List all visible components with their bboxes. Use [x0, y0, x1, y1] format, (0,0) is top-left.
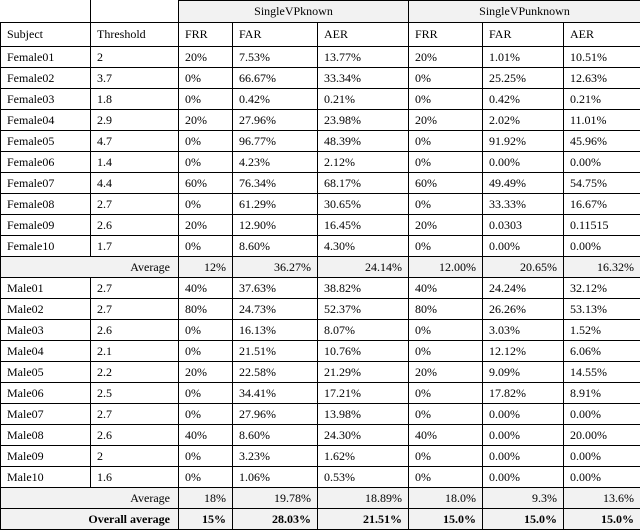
table-cell: 0.21%: [318, 89, 409, 110]
table-cell: 49.49%: [483, 173, 564, 194]
table-cell: 33.33%: [483, 194, 564, 215]
table-cell: 20%: [179, 362, 233, 383]
subject-cell: Male01: [1, 278, 91, 299]
subject-cell: Female01: [1, 47, 91, 68]
subject-cell: Male07: [1, 404, 91, 425]
col-header-far: FAR: [233, 23, 318, 47]
subject-cell: Female07: [1, 173, 91, 194]
table-cell: 12.63%: [564, 68, 640, 89]
table-cell: 13.98%: [318, 404, 409, 425]
table-cell: 1.62%: [318, 446, 409, 467]
table-cell: 8.07%: [318, 320, 409, 341]
table-cell: 9.3%: [483, 488, 564, 509]
col-header-far: FAR: [483, 23, 564, 47]
table-cell: 0.42%: [483, 89, 564, 110]
subject-cell: Female06: [1, 152, 91, 173]
table-cell: 0%: [179, 194, 233, 215]
table-row: [1, 341, 640, 362]
table-row: [1, 383, 640, 404]
table-cell: 27.96%: [233, 110, 318, 131]
subject-cell: Male04: [1, 341, 91, 362]
table-cell: 40%: [409, 425, 483, 446]
threshold-cell: 2.7: [91, 278, 179, 299]
threshold-cell: 1.8: [91, 89, 179, 110]
table-cell: 17.21%: [318, 383, 409, 404]
table-cell: 96.77%: [233, 131, 318, 152]
table-cell: 2.12%: [318, 152, 409, 173]
table-cell: 0.00%: [483, 152, 564, 173]
table-cell: 0.00%: [564, 152, 640, 173]
table-cell: 21.29%: [318, 362, 409, 383]
overall-average-row: [1, 509, 640, 530]
subject-cell: Male06: [1, 383, 91, 404]
table-cell: 45.96%: [564, 131, 640, 152]
threshold-cell: 2: [91, 446, 179, 467]
table-cell: 26.26%: [483, 299, 564, 320]
table-cell: 40%: [179, 425, 233, 446]
table-cell: 12.00%: [409, 257, 483, 278]
table-row: [1, 278, 640, 299]
table-cell: 19.78%: [233, 488, 318, 509]
table-cell: 60%: [179, 173, 233, 194]
table-cell: 91.92%: [483, 131, 564, 152]
subject-cell: Male03: [1, 320, 91, 341]
table-cell: 24.24%: [483, 278, 564, 299]
threshold-cell: 3.7: [91, 68, 179, 89]
threshold-cell: 2.7: [91, 194, 179, 215]
table-cell: 20.65%: [483, 257, 564, 278]
table-cell: 0%: [409, 68, 483, 89]
table-cell: 80%: [179, 299, 233, 320]
table-cell: 52.37%: [318, 299, 409, 320]
table-cell: 33.34%: [318, 68, 409, 89]
table-cell: 37.63%: [233, 278, 318, 299]
table-cell: 0%: [179, 446, 233, 467]
threshold-cell: 1.4: [91, 152, 179, 173]
table-cell: 3.23%: [233, 446, 318, 467]
table-cell: 11.01%: [564, 110, 640, 131]
table-cell: 17.82%: [483, 383, 564, 404]
threshold-cell: 2.6: [91, 320, 179, 341]
subject-cell: Female04: [1, 110, 91, 131]
table-cell: 12.90%: [233, 215, 318, 236]
subject-cell: Female03: [1, 89, 91, 110]
overall-average-label: Overall average: [1, 509, 179, 530]
female-section: [1, 47, 640, 257]
table-row: [1, 362, 640, 383]
table-cell: 14.55%: [564, 362, 640, 383]
table-cell: 68.17%: [318, 173, 409, 194]
table-row: [1, 299, 640, 320]
female-average-row: [1, 257, 640, 278]
table-row: [1, 404, 640, 425]
table-cell: 40%: [179, 278, 233, 299]
table-cell: 0.00%: [483, 236, 564, 257]
table-row: [1, 68, 640, 89]
table-cell: 53.13%: [564, 299, 640, 320]
threshold-cell: 2.6: [91, 215, 179, 236]
table-cell: 32.12%: [564, 278, 640, 299]
table-cell: 0.00%: [564, 467, 640, 488]
table-cell: 38.82%: [318, 278, 409, 299]
subject-cell: Female08: [1, 194, 91, 215]
table-cell: 0%: [179, 131, 233, 152]
table-cell: 2.02%: [483, 110, 564, 131]
subject-cell: Male10: [1, 467, 91, 488]
table-cell: 16.13%: [233, 320, 318, 341]
table-cell: 20%: [409, 110, 483, 131]
male-section: [1, 278, 640, 488]
table-cell: 4.23%: [233, 152, 318, 173]
header-blank-cell: [1, 1, 91, 23]
table-cell: 28.03%: [233, 509, 318, 530]
table-row: [1, 152, 640, 173]
table-row: [1, 320, 640, 341]
table-cell: 0%: [409, 446, 483, 467]
table-cell: 0.11515: [564, 215, 640, 236]
table-row: [1, 47, 640, 68]
table-cell: 24.14%: [318, 257, 409, 278]
average-label: Average: [1, 257, 179, 278]
table-cell: 21.51%: [318, 509, 409, 530]
threshold-cell: 1.6: [91, 467, 179, 488]
table-cell: 0%: [409, 152, 483, 173]
table-cell: 0%: [409, 131, 483, 152]
table-row: [1, 194, 640, 215]
table-cell: 1.01%: [483, 47, 564, 68]
threshold-cell: 2: [91, 47, 179, 68]
subject-cell: Female09: [1, 215, 91, 236]
table-cell: 0.42%: [233, 89, 318, 110]
table-cell: 18.0%: [409, 488, 483, 509]
group-header-known: SingleVPknown: [179, 1, 409, 23]
col-header-frr: FRR: [409, 23, 483, 47]
subject-cell: Male09: [1, 446, 91, 467]
table-cell: 4.30%: [318, 236, 409, 257]
col-header-threshold: Threshold: [91, 23, 179, 47]
table-cell: 16.32%: [564, 257, 640, 278]
table-cell: 24.73%: [233, 299, 318, 320]
col-header-frr: FRR: [179, 23, 233, 47]
table-cell: 0%: [179, 341, 233, 362]
table-cell: 0.00%: [483, 404, 564, 425]
subject-cell: Female02: [1, 68, 91, 89]
threshold-cell: 2.7: [91, 299, 179, 320]
table-cell: 0%: [409, 341, 483, 362]
table-row: [1, 467, 640, 488]
male-average-row: [1, 488, 640, 509]
table-cell: 0.0303: [483, 215, 564, 236]
table-cell: 10.76%: [318, 341, 409, 362]
table-cell: 21.51%: [233, 341, 318, 362]
threshold-cell: 2.7: [91, 404, 179, 425]
threshold-cell: 2.6: [91, 425, 179, 446]
subject-cell: Male08: [1, 425, 91, 446]
table-cell: 0%: [179, 467, 233, 488]
table-cell: 0.00%: [564, 236, 640, 257]
table-cell: 0.00%: [564, 404, 640, 425]
table-cell: 0.00%: [483, 467, 564, 488]
table-cell: 24.30%: [318, 425, 409, 446]
table-cell: 15.0%: [483, 509, 564, 530]
table-cell: 20%: [179, 110, 233, 131]
table-cell: 6.06%: [564, 341, 640, 362]
subject-cell: Male02: [1, 299, 91, 320]
col-header-aer: AER: [318, 23, 409, 47]
table-row: [1, 89, 640, 110]
table-cell: 12.12%: [483, 341, 564, 362]
table-cell: 13.77%: [318, 47, 409, 68]
table-cell: 36.27%: [233, 257, 318, 278]
table-cell: 76.34%: [233, 173, 318, 194]
table-cell: 16.67%: [564, 194, 640, 215]
table-cell: 0%: [179, 404, 233, 425]
table-cell: 10.51%: [564, 47, 640, 68]
table-row: [1, 425, 640, 446]
threshold-cell: 1.7: [91, 236, 179, 257]
average-label: Average: [1, 488, 179, 509]
table-cell: 0%: [179, 89, 233, 110]
table-cell: 1.52%: [564, 320, 640, 341]
col-header-subject: Subject: [1, 23, 91, 47]
table-cell: 0%: [409, 89, 483, 110]
table-cell: 0.00%: [483, 425, 564, 446]
table-cell: 8.60%: [233, 425, 318, 446]
table-cell: 18%: [179, 488, 233, 509]
table-cell: 20%: [179, 47, 233, 68]
subject-cell: Female05: [1, 131, 91, 152]
table-cell: 0%: [409, 404, 483, 425]
table-cell: 27.96%: [233, 404, 318, 425]
table-cell: 7.53%: [233, 47, 318, 68]
table-cell: 40%: [409, 278, 483, 299]
table-row: [1, 215, 640, 236]
table-row: [1, 131, 640, 152]
threshold-cell: 2.9: [91, 110, 179, 131]
table-cell: 3.03%: [483, 320, 564, 341]
threshold-cell: 4.7: [91, 131, 179, 152]
threshold-cell: 4.4: [91, 173, 179, 194]
col-header-aer: AER: [564, 23, 640, 47]
table-cell: 8.60%: [233, 236, 318, 257]
table-cell: 22.58%: [233, 362, 318, 383]
table-cell: 0%: [179, 152, 233, 173]
table-cell: 20%: [409, 362, 483, 383]
table-cell: 0%: [179, 68, 233, 89]
table-cell: 25.25%: [483, 68, 564, 89]
subject-cell: Female10: [1, 236, 91, 257]
table-cell: 0%: [179, 236, 233, 257]
header-blank-cell: [91, 1, 179, 23]
table-cell: 20.00%: [564, 425, 640, 446]
table-cell: 0%: [179, 320, 233, 341]
table-cell: 8.91%: [564, 383, 640, 404]
table-row: [1, 446, 640, 467]
table-cell: 61.29%: [233, 194, 318, 215]
table-cell: 0.53%: [318, 467, 409, 488]
table-cell: 23.98%: [318, 110, 409, 131]
table-cell: 0.00%: [564, 446, 640, 467]
table-cell: 20%: [179, 215, 233, 236]
table-cell: 60%: [409, 173, 483, 194]
table-cell: 15.0%: [409, 509, 483, 530]
table-cell: 34.41%: [233, 383, 318, 404]
table-cell: 18.89%: [318, 488, 409, 509]
table-cell: 13.6%: [564, 488, 640, 509]
table-cell: 9.09%: [483, 362, 564, 383]
table-cell: 0%: [409, 320, 483, 341]
table-cell: 15.0%: [564, 509, 640, 530]
table-cell: 54.75%: [564, 173, 640, 194]
table-cell: 0%: [409, 467, 483, 488]
table-cell: 0%: [409, 236, 483, 257]
table-row: [1, 110, 640, 131]
table-cell: 0%: [409, 194, 483, 215]
table-cell: 12%: [179, 257, 233, 278]
threshold-cell: 2.2: [91, 362, 179, 383]
subject-cell: Male05: [1, 362, 91, 383]
table-cell: 20%: [409, 215, 483, 236]
table-row: [1, 173, 640, 194]
table-cell: 30.65%: [318, 194, 409, 215]
threshold-cell: 2.1: [91, 341, 179, 362]
table-cell: 80%: [409, 299, 483, 320]
table-cell: 20%: [409, 47, 483, 68]
group-header-unknown: SingleVPunknown: [409, 1, 640, 23]
table-cell: 48.39%: [318, 131, 409, 152]
table-cell: 0.00%: [483, 446, 564, 467]
table-row: [1, 236, 640, 257]
table-cell: 0%: [409, 383, 483, 404]
table-cell: 16.45%: [318, 215, 409, 236]
table-cell: 0%: [179, 383, 233, 404]
threshold-cell: 2.5: [91, 383, 179, 404]
table-cell: 15%: [179, 509, 233, 530]
table-cell: 0.21%: [564, 89, 640, 110]
table-cell: 1.06%: [233, 467, 318, 488]
table-cell: 66.67%: [233, 68, 318, 89]
